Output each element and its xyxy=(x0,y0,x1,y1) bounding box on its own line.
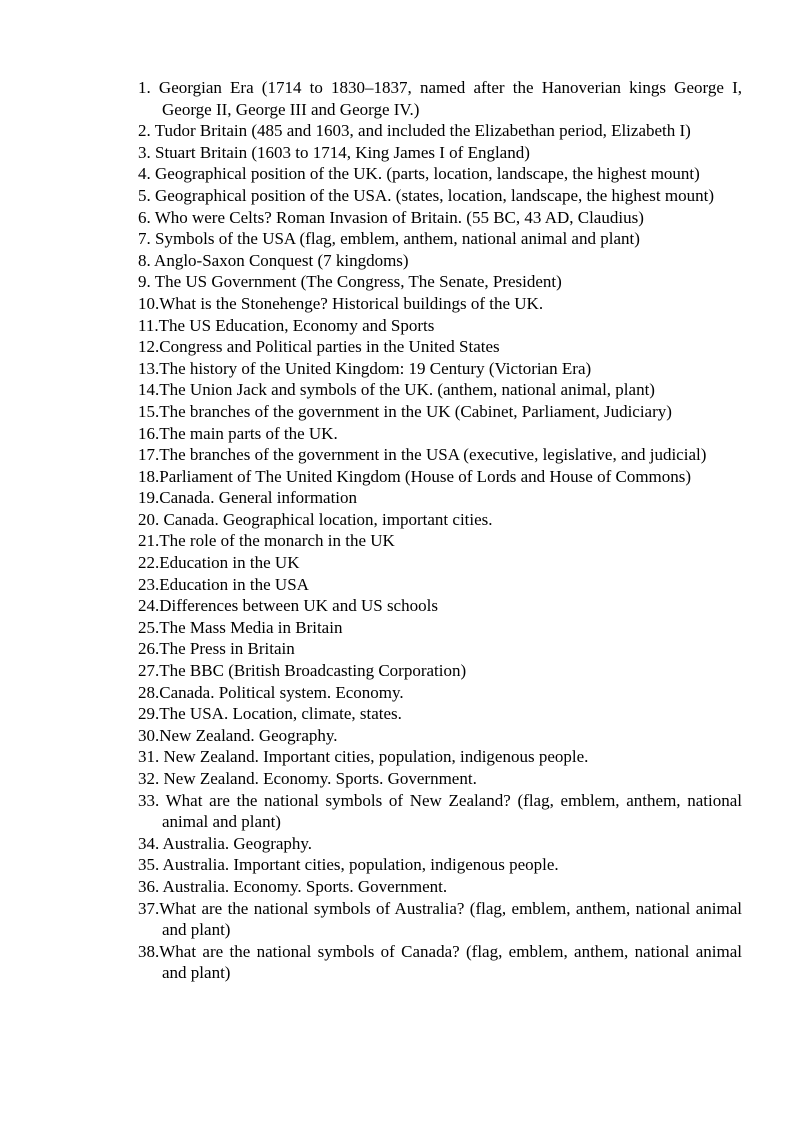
list-item: 38.What are the national symbols of Canada? (flag, emblem, anthem, national animal and plant) xyxy=(138,941,742,983)
list-item: 32. New Zealand. Economy. Sports. Government. xyxy=(138,769,477,788)
list-item: 17.The branches of the government in the USA (executive, legislative, and judicial) xyxy=(138,445,707,465)
list-item: 3. Stuart Britain (1603 to 1714, King James I of England) xyxy=(138,142,530,162)
list-item: 28.Canada. Political system. Economy. xyxy=(138,682,404,702)
list-item: 20. Canada. Geographical location, important cities. xyxy=(138,509,493,529)
list-item: 11.The US Education, Economy and Sports xyxy=(138,315,435,335)
list-item: 37.What are the national symbols of Australia? (flag, emblem, anthem, national animal and plant) xyxy=(138,898,742,940)
list-item: 22.Education in the UK xyxy=(138,553,300,573)
list-item: 34. Australia. Geography. xyxy=(138,833,313,853)
list-item: 23.Education in the USA xyxy=(138,574,309,594)
list-item: 30.New Zealand. Geography. xyxy=(138,725,338,745)
list-item: 15.The branches of the government in the UK (Cabinet, Parliament, Judiciary) xyxy=(138,401,672,421)
list-item: 27.The BBC (British Broadcasting Corporation) xyxy=(138,661,467,681)
list-item: 25.The Mass Media in Britain xyxy=(138,617,343,637)
list-item: 7. Symbols of the USA (flag, emblem, anthem, national animal and plant) xyxy=(138,229,640,249)
list-item: 24.Differences between UK and US schools xyxy=(138,596,438,616)
list-item: 12.Congress and Political parties in the United States xyxy=(138,337,500,357)
list-item: 13.The history of the United Kingdom: 19 Century (Victorian Era) xyxy=(138,358,592,378)
list-item: 18.Parliament of The United Kingdom (House of Lords and House of Commons) xyxy=(138,466,692,486)
list-item: 5. Geographical position of the USA. (states, location, landscape, the highest mount) xyxy=(138,185,714,205)
list-item: 4. Geographical position of the UK. (parts, location, landscape, the highest mount) xyxy=(138,164,700,184)
list-item: 29.The USA. Location, climate, states. xyxy=(138,704,402,724)
list-item: 21.The role of the monarch in the UK xyxy=(138,531,395,551)
topic-list xyxy=(138,77,742,984)
list-item: 8. Anglo-Saxon Conquest (7 kingdoms) xyxy=(138,250,409,270)
list-item: 10.What is the Stonehenge? Historical buildings of the UK. xyxy=(138,293,544,313)
list-item: 33. What are the national symbols of New Zealand? (flag, emblem, anthem, national animal and plant) xyxy=(138,790,742,832)
list-item: 16.The main parts of the UK. xyxy=(138,423,338,443)
list-item: 31. New Zealand. Important cities, population, indigenous people. xyxy=(138,747,589,767)
list-item: 35. Australia. Important cities, population, indigenous people. xyxy=(138,855,559,875)
list-item: 14.The Union Jack and symbols of the UK. (anthem, national animal, plant) xyxy=(138,380,655,400)
list-item: 19.Canada. General information xyxy=(138,488,358,508)
list-item: 26.The Press in Britain xyxy=(138,639,295,659)
list-item: 2. Tudor Britain (485 and 1603, and included the Elizabethan period, Elizabeth I) xyxy=(138,121,691,141)
list-item: 6. Who were Celts? Roman Invasion of Britain. (55 BC, 43 AD, Claudius) xyxy=(138,207,644,227)
list-item: 36. Australia. Economy. Sports. Government. xyxy=(138,876,448,896)
list-item: 1. Georgian Era (1714 to 1830–1837, named after the Hanoverian kings George I, George II, George III and George IV.) xyxy=(138,78,742,119)
list-item: 9. The US Government (The Congress, The Senate, President) xyxy=(138,272,562,292)
